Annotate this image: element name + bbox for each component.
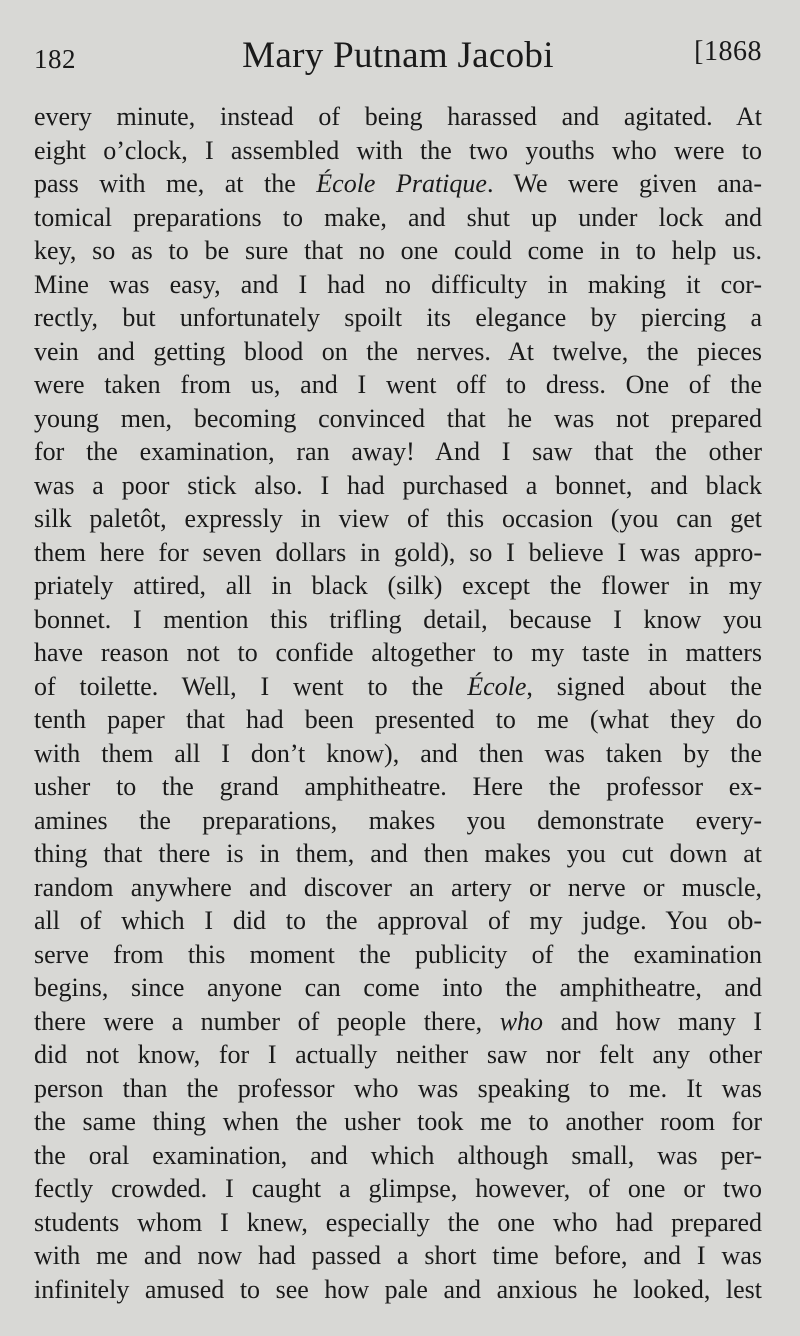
text-segment: . We were given ana- (486, 169, 762, 198)
italic-text: who (499, 1006, 544, 1036)
running-title: Mary Putnam Jacobi (242, 35, 554, 76)
text-segment: random anywhere and discover an artery or nerve or muscle, (34, 872, 762, 902)
text-line (34, 368, 762, 402)
text-line (34, 603, 762, 637)
text-segment: infinitely amused to see how pale and anxious he looked, lest (34, 1274, 762, 1304)
text-line (34, 301, 762, 335)
text-segment: usher to the grand amphitheatre. Here the professor ex- (34, 772, 762, 801)
text-segment: students whom I knew, especially the one who had prepared (34, 1207, 762, 1237)
text-segment: was a poor stick also. I had purchased a bonnet, and black (34, 470, 762, 500)
text-line (34, 1172, 762, 1206)
text-line (34, 703, 762, 737)
text-segment: for the examination, ran away! And I saw that the other (34, 437, 762, 466)
text-line (34, 469, 762, 503)
text-line (34, 268, 762, 302)
text-segment: with me and now had passed a short time before, and I was (34, 1241, 762, 1270)
text-segment: young men, becoming convinced that he was not prepared (34, 403, 762, 433)
text-line (34, 1072, 762, 1106)
text-segment: there were a number of people there, (34, 1006, 500, 1036)
text-line (34, 1105, 762, 1139)
text-segment: rectly, but unfortunately spoilt its elegance by piercing a (34, 303, 762, 332)
text-segment: amines the preparations, makes you demonstrate every- (34, 805, 762, 835)
italic-text: École (467, 671, 527, 701)
text-line (34, 201, 762, 235)
text-segment: serve from this moment the publicity of the examination (34, 939, 762, 969)
text-line (34, 134, 762, 168)
text-segment: pass with me, at the (34, 169, 317, 198)
text-segment: of toilette. Well, I went to the (34, 671, 468, 701)
text-line (34, 435, 762, 469)
text-segment: eight o’clock, I assembled with the two youths who were to (34, 135, 762, 165)
text-segment: , signed about the (526, 671, 762, 701)
text-line (34, 234, 762, 268)
text-line (34, 1139, 762, 1173)
text-line (34, 335, 762, 369)
text-line (34, 100, 762, 134)
text-segment: the oral examination, and which although small, was per- (34, 1140, 762, 1170)
italic-text: École Pratique (316, 169, 487, 198)
text-segment: person than the professor who was speaking to me. It was (34, 1073, 762, 1103)
text-segment: tomical preparations to make, and shut up under lock and (34, 202, 762, 232)
text-line (34, 402, 762, 436)
text-segment: fectly crowded. I caught a glimpse, however, of one or two (34, 1174, 762, 1203)
text-line (34, 1239, 762, 1273)
text-line (34, 904, 762, 938)
text-segment: tenth paper that had been presented to me (what they do (34, 705, 762, 734)
text-line (34, 569, 762, 603)
text-segment: Mine was easy, and I had no difficulty in making it cor- (34, 269, 762, 299)
text-line (34, 837, 762, 871)
text-line (34, 770, 762, 804)
body-text (34, 100, 762, 1306)
text-line (34, 1206, 762, 1240)
text-segment: vein and getting blood on the nerves. At twelve, the pieces (34, 336, 762, 366)
text-line (34, 804, 762, 838)
text-segment: with them all I don’t know), and then was taken by the (34, 738, 762, 768)
text-line (34, 536, 762, 570)
text-segment: key, so as to be sure that no one could come in to help us. (34, 236, 762, 265)
text-line (34, 871, 762, 905)
text-line (34, 1005, 762, 1039)
text-segment: all of which I did to the approval of my judge. You ob- (34, 906, 762, 935)
text-segment: were taken from us, and I went off to dress. One of the (34, 370, 762, 399)
text-segment: did not know, for I actually neither saw nor felt any other (34, 1040, 762, 1069)
text-segment: the same thing when the usher took me to another room for (34, 1107, 762, 1136)
text-line (34, 1038, 762, 1072)
text-segment: every minute, instead of being harassed and agitated. At (34, 102, 762, 131)
year-mark: [1868 (694, 36, 762, 67)
text-line (34, 938, 762, 972)
text-line (34, 971, 762, 1005)
text-segment: silk paletôt, expressly in view of this occasion (you can get (34, 504, 762, 533)
text-line (34, 167, 762, 201)
text-line (34, 670, 762, 704)
text-segment: begins, since anyone can come into the amphitheatre, and (34, 973, 762, 1002)
page-header (34, 30, 762, 80)
text-line (34, 1273, 762, 1307)
text-line (34, 737, 762, 771)
page-number: 182 (34, 44, 76, 74)
text-segment: have reason not to confide altogether to my taste in matters (34, 638, 762, 667)
text-segment: and how many I (543, 1006, 762, 1036)
text-segment: priately attired, all in black (silk) except the flower in my (34, 571, 762, 600)
text-line (34, 636, 762, 670)
text-segment: them here for seven dollars in gold), so I believe I was appro- (34, 537, 762, 567)
text-line (34, 502, 762, 536)
text-segment: thing that there is in them, and then makes you cut down at (34, 839, 762, 868)
text-segment: bonnet. I mention this trifling detail, because I know you (34, 604, 762, 634)
